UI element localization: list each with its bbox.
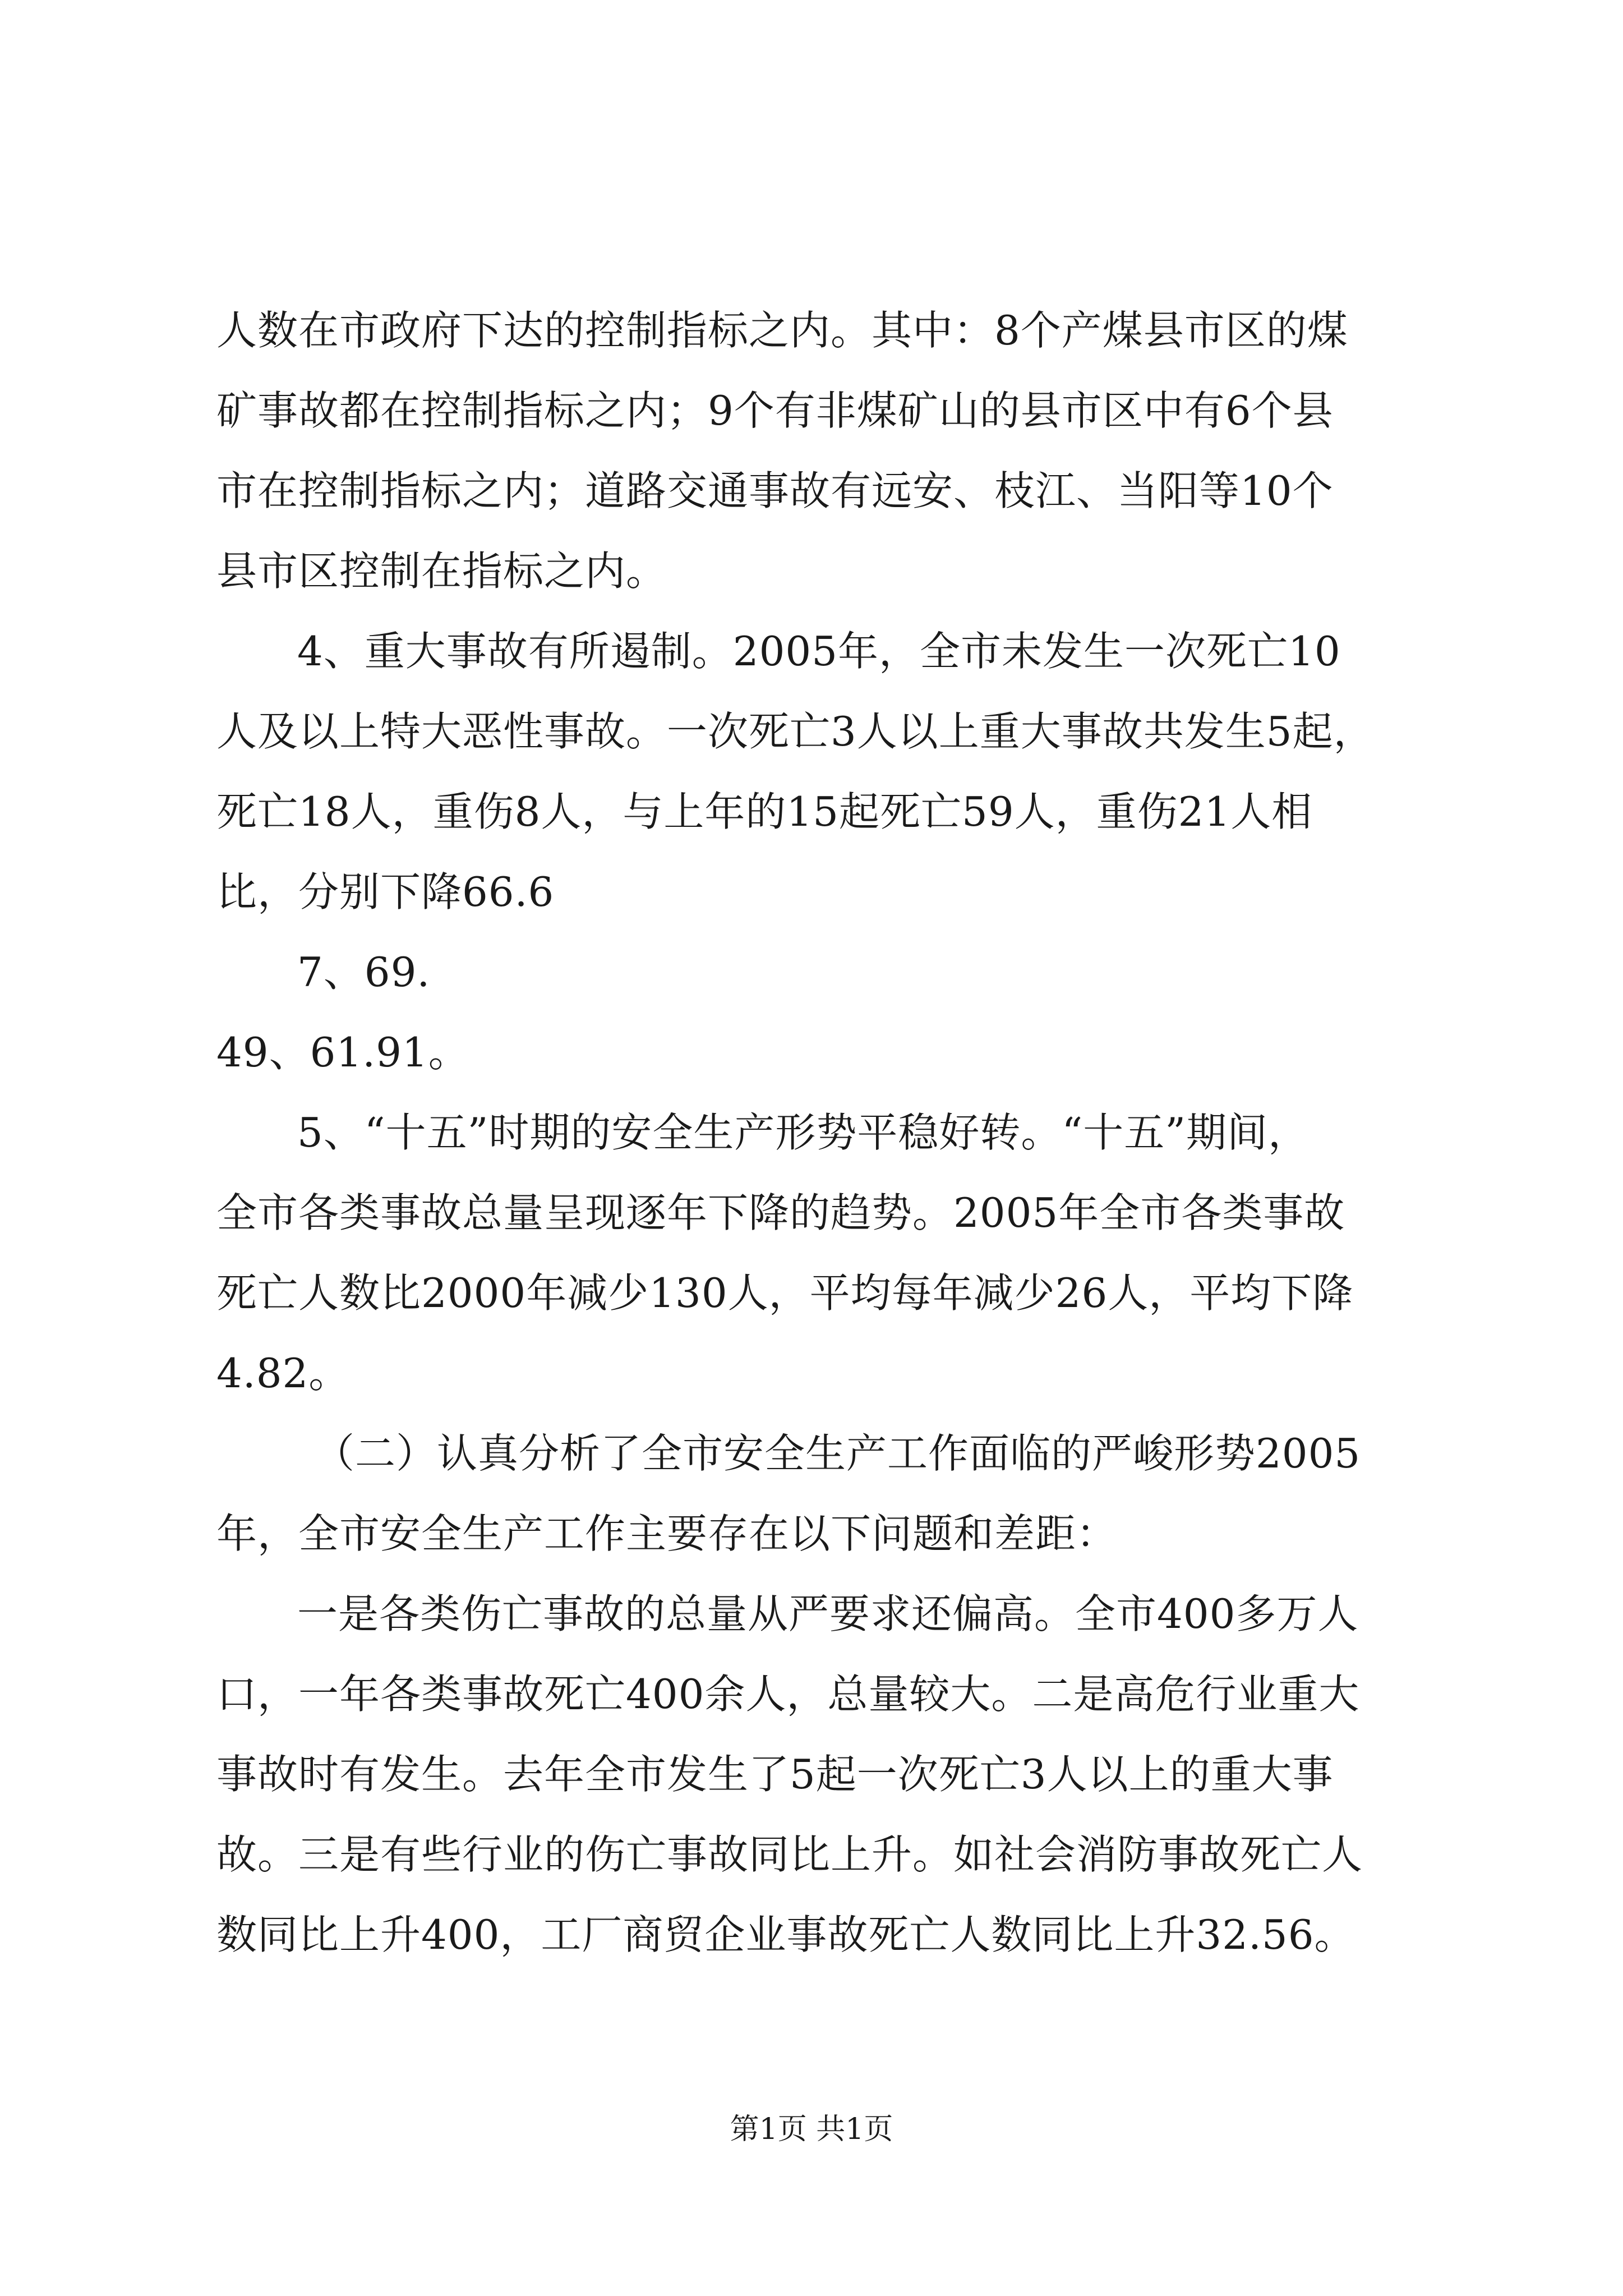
text-line: 4、重大事故有所遏制。2005年，全市未发生一次死亡10 — [297, 628, 1341, 675]
text-line: 数同比上升400，工厂商贸企业事故死亡人数同比上升32.56。 — [216, 1911, 1355, 1958]
document-body — [216, 291, 1428, 1975]
text-line: 人数在市政府下达的控制指标之内。其中：8个产煤县市区的煤 — [216, 307, 1348, 354]
text-line: 死亡人数比2000年减少130人，平均每年减少26人，平均下降 — [216, 1269, 1354, 1317]
text-line: 县市区控制在指标之内。 — [216, 547, 667, 595]
page-footer — [0, 2107, 1623, 2152]
text-line: 故。三是有些行业的伤亡事故同比上升。如社会消防事故死亡人 — [216, 1831, 1363, 1878]
text-line: 49、61.91。 — [216, 1029, 469, 1076]
text-line: 5、“十五”时期的安全生产形势平稳好转。“十五”期间， — [297, 1109, 1310, 1156]
text-line: 市在控制指标之内；道路交通事故有远安、枝江、当阳等10个 — [216, 467, 1334, 514]
text-line: 4.82。 — [216, 1350, 350, 1397]
text-line: 矿事故都在控制指标之内；9个有非煤矿山的县市区中有6个县 — [216, 387, 1334, 434]
text-line: 年，全市安全生产工作主要存在以下问题和差距： — [216, 1510, 1118, 1557]
text-line: 死亡18人，重伤8人，与上年的15起死亡59人，重伤21人相 — [216, 788, 1313, 835]
text-line: 7、69. — [297, 949, 431, 996]
text-line: 全市各类事故总量呈现逐年下降的趋势。2005年全市各类事故 — [216, 1189, 1345, 1236]
text-line: （二）认真分析了全市安全生产工作面临的严峻形势2005 — [314, 1430, 1361, 1477]
text-line: 一是各类伤亡事故的总量从严要求还偏高。全市400多万人 — [297, 1590, 1359, 1637]
text-line: 口，一年各类事故死亡400余人，总量较大。二是高危行业重大 — [216, 1671, 1360, 1718]
text-line: 事故时有发生。去年全市发生了5起一次死亡3人以上的重大事 — [216, 1751, 1334, 1798]
page-number-label: 第1页 共1页 — [730, 2113, 893, 2146]
text-line: 比，分别下降66.6 — [216, 868, 555, 915]
text-line: 人及以上特大恶性事故。一次死亡3人以上重大事故共发生5起， — [216, 708, 1375, 755]
